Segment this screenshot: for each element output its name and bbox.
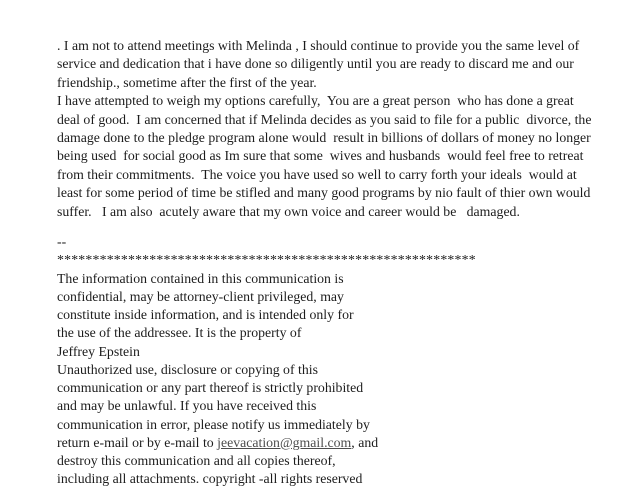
disclaimer-block — [57, 270, 598, 488]
disclaimer-lines-top — [57, 270, 598, 434]
text-line: The information contained in this communication is — [57, 270, 344, 286]
text-line: I have attempted to weigh my options carefully, You are a great person who has done a great — [57, 93, 574, 109]
text-line: constitute inside information, and is intended only for — [57, 307, 354, 323]
text-line: confidential, may be attorney-client privileged, may — [57, 289, 344, 305]
text-line: . I am not to attend meetings with Melinda , I should continue to provide you the same level of — [57, 38, 580, 53]
disclaimer-link-line — [57, 434, 598, 452]
text-line: least for some period of time be stifled and many good programs by nio fault of thier own would — [57, 185, 591, 201]
link-line-prefix: return e-mail or by e-mail to — [57, 434, 218, 450]
text-line: including all attachments. copyright -all rights reserved — [57, 471, 363, 487]
text-line: Jeffrey Epstein — [57, 343, 140, 359]
text-line: suffer. I am also acutely aware that my own voice and career would be damaged. — [57, 203, 520, 219]
email-body — [57, 37, 598, 221]
text-line: and may be unlawful. If you have received this — [57, 398, 317, 414]
text-line: damage done to the pledge program alone would result in billions of dollars of money no longer — [57, 130, 591, 146]
asterisk-separator: *********************************************************** — [57, 252, 476, 268]
email-link[interactable]: jeevacation@gmail.com — [217, 434, 352, 450]
disclaimer-lines-bottom — [57, 452, 598, 488]
signature-delimiter: -- — [57, 234, 67, 250]
text-line: communication in error, please notify us immediately by — [57, 416, 370, 432]
text-line: communication or any part thereof is strictly prohibited — [57, 380, 364, 396]
text-line: destroy this communication and all copies thereof, — [57, 452, 336, 468]
text-line: the use of the addressee. It is the property of — [57, 325, 302, 341]
text-line: from their commitments. The voice you have used so well to carry forth your ideals would at — [57, 166, 577, 182]
text-line: service and dedication that i have done so diligently until you are ready to discard me and our — [57, 56, 574, 72]
text-line: Unauthorized use, disclosure or copying of this — [57, 361, 318, 377]
link-line-suffix: , and — [351, 434, 379, 450]
text-line: being used for social good as Im sure that some wives and husbands would feel free to retreat — [57, 148, 584, 164]
text-line: deal of good. I am concerned that if Melinda decides as you said to file for a public divorce, the — [57, 111, 592, 127]
text-line: friendship., sometime after the first of the year. — [57, 74, 317, 90]
